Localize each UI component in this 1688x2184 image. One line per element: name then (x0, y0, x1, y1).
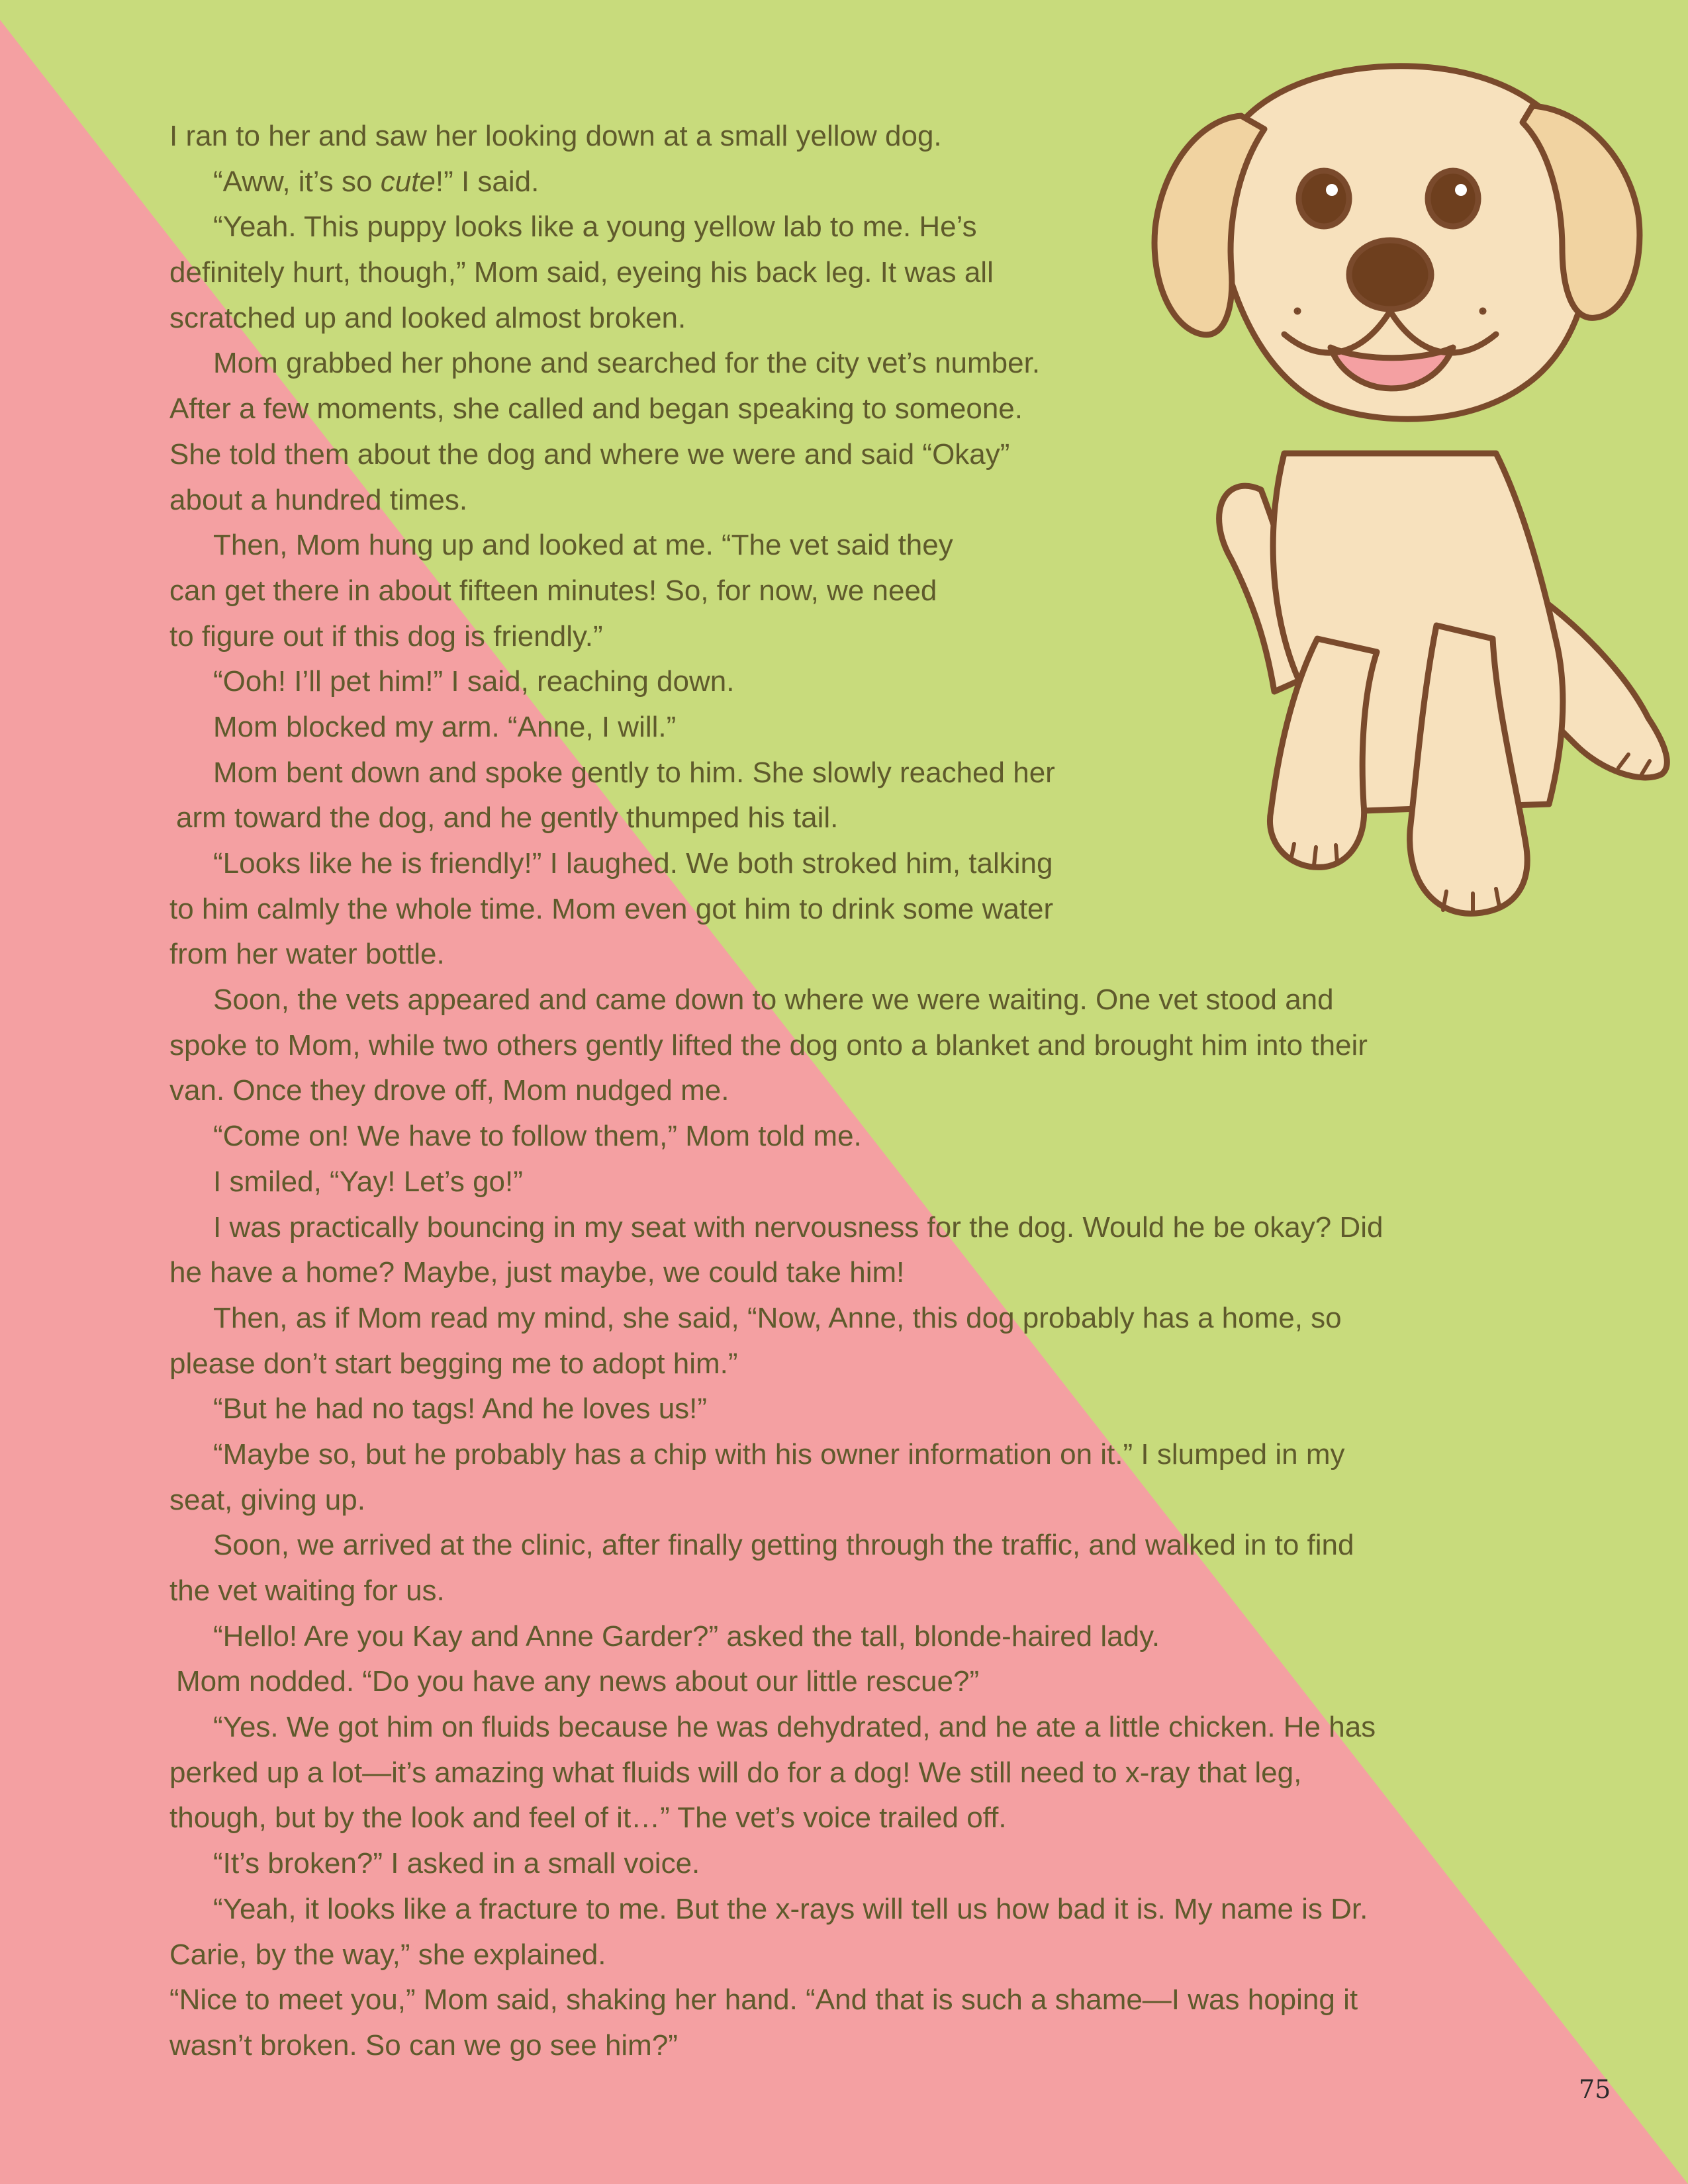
story-line: Mom nodded. “Do you have any news about our little rescue?” (176, 1665, 980, 1698)
story-line: from her water bottle. (169, 938, 445, 971)
story-line: I was practically bouncing in my seat with nervousness for the dog. Would he be okay? Did (213, 1210, 1383, 1244)
story-line: definitely hurt, though,” Mom said, eyeing his back leg. It was all (169, 256, 994, 289)
story-line: van. Once they drove off, Mom nudged me. (169, 1074, 729, 1107)
story-line: seat, giving up. (169, 1483, 365, 1516)
story-line: “Yeah, it looks like a fracture to me. But the x-rays will tell us how bad it is. My name is Dr. (213, 1892, 1368, 1925)
story-line: scratched up and looked almost broken. (169, 301, 686, 334)
story-line-part: “Aww, it’s so (213, 165, 381, 198)
story-line: “But he had no tags! And he loves us!” (213, 1392, 708, 1426)
story-line: I ran to her and saw her looking down at a small yellow dog. (169, 120, 942, 152)
story-line: After a few moments, she called and began speaking to someone. (169, 392, 1023, 426)
story-line: “Ooh! I’ll pet him!” I said, reaching down. (213, 665, 735, 698)
story-line: “Yeah. This puppy looks like a young yellow lab to me. He’s (213, 210, 977, 244)
story-line: “Yes. We got him on fluids because he was dehydrated, and he ate a little chicken. He has (213, 1711, 1376, 1744)
story-line: Mom bent down and spoke gently to him. She slowly reached her (213, 756, 1055, 789)
story-line: arm toward the dog, and he gently thumped his tail. (176, 801, 839, 835)
story-line: though, but by the look and feel of it…” The vet’s voice trailed off. (169, 1801, 1007, 1835)
story-line: I smiled, “Yay! Let’s go!” (213, 1165, 523, 1198)
story-line: to figure out if this dog is friendly.” (169, 619, 603, 653)
story-line: Carie, by the way,” she explained. (169, 1938, 606, 1971)
story-text (169, 114, 1520, 2069)
story-line: “Maybe so, but he probably has a chip with his owner information on it.” I slumped in my (213, 1437, 1345, 1471)
story-line: spoke to Mom, while two others gently lifted the dog onto a blanket and brought him into their (169, 1028, 1368, 1062)
story-line: Soon, the vets appeared and came down to where we were waiting. One vet stood and (213, 983, 1334, 1017)
story-line: “Nice to meet you,” Mom said, shaking her hand. “And that is such a shame—I was hoping it (169, 1983, 1358, 2017)
story-line: wasn’t broken. So can we go see him?” (169, 2028, 678, 2062)
story-line: he have a home? Maybe, just maybe, we could take him! (169, 1256, 905, 1289)
story-line-part: !” I said. (435, 165, 539, 198)
story-line: please don’t start begging me to adopt him.” (169, 1347, 738, 1380)
story-line: “Come on! We have to follow them,” Mom told me. (213, 1120, 862, 1153)
story-line: Mom grabbed her phone and searched for the city vet’s number. (213, 347, 1041, 380)
story-line: perked up a lot—it’s amazing what fluids will do for a dog! We still need to x-ray that leg, (169, 1756, 1302, 1789)
story-line: Then, Mom hung up and looked at me. “The vet said they (213, 529, 953, 562)
story-line: Mom blocked my arm. “Anne, I will.” (213, 710, 677, 743)
story-line: Soon, we arrived at the clinic, after finally getting through the traffic, and walked in to find (213, 1529, 1354, 1562)
story-line: She told them about the dog and where we were and said “Okay” (169, 437, 1010, 471)
story-line: “It’s broken?” I asked in a small voice. (213, 1847, 700, 1880)
story-line: to him calmly the whole time. Mom even got him to drink some water (169, 892, 1054, 925)
story-line: Then, as if Mom read my mind, she said, “Now, Anne, this dog probably has a home, so (213, 1301, 1342, 1334)
story-line: about a hundred times. (169, 483, 468, 516)
story-line (169, 159, 1520, 205)
story-line-emphasis: cute (380, 165, 436, 198)
story-line: “Hello! Are you Kay and Anne Garder?” asked the tall, blonde-haired lady. (213, 1619, 1160, 1653)
story-line: can get there in about fifteen minutes! So, for now, we need (169, 574, 937, 607)
page-number: 75 (1579, 2075, 1611, 2104)
story-line: “Looks like he is friendly!” I laughed. We both stroked him, talking (213, 847, 1053, 880)
story-line: the vet waiting for us. (169, 1574, 445, 1607)
